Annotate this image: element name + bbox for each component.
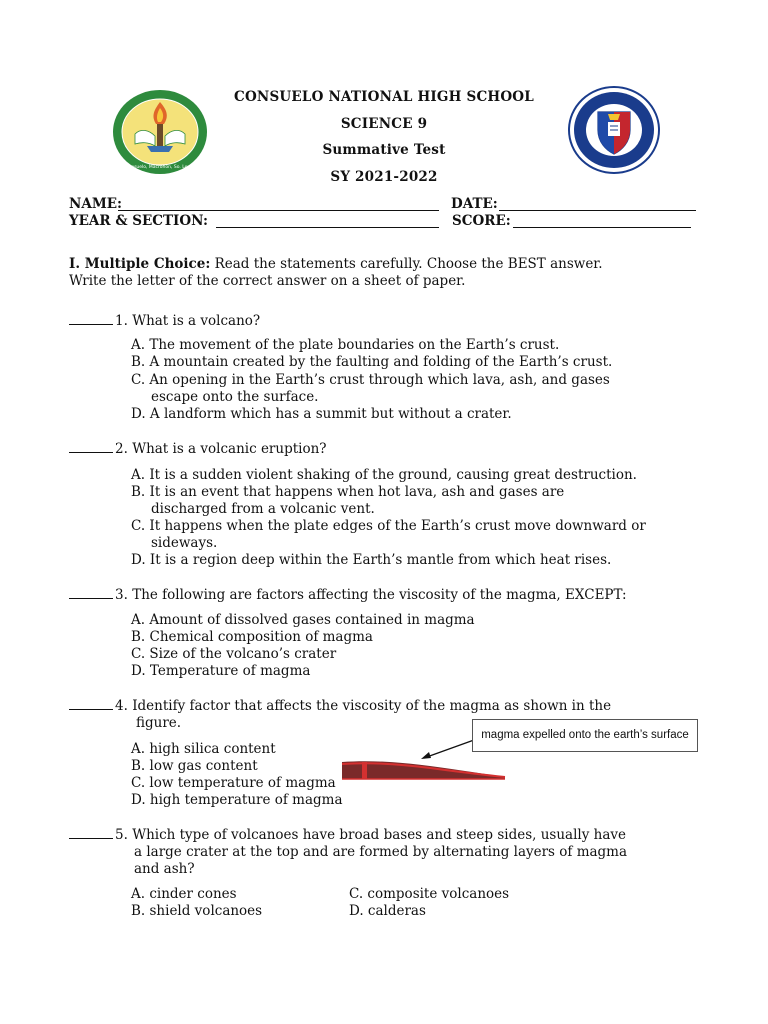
q2-option-c: C. It happens when the plate edges of the Earth’s crust move downward or bbox=[131, 518, 646, 534]
question-5-cont-1: a large crater at the top and are formed by alternating layers of magma bbox=[134, 844, 628, 860]
test-title: Summative Test bbox=[322, 142, 446, 158]
name-label: NAME: bbox=[69, 196, 123, 212]
q3-option-d: D. Temperature of magma bbox=[131, 663, 311, 679]
date-label: DATE: bbox=[451, 196, 498, 212]
q3-option-a: A. Amount of dissolved gases contained in magma bbox=[131, 612, 475, 628]
q5-option-d: D. calderas bbox=[349, 903, 426, 919]
answer-blank-5[interactable] bbox=[69, 838, 113, 839]
answer-blank-1[interactable] bbox=[69, 324, 113, 325]
figure-arrow bbox=[418, 736, 478, 762]
q3-option-c: C. Size of the volcano’s crater bbox=[131, 646, 337, 662]
date-field[interactable] bbox=[499, 210, 696, 211]
instructions-heading: I. Multiple Choice: bbox=[69, 256, 211, 272]
q1-option-c: C. An opening in the Earth’s crust through which lava, ash, and gases bbox=[131, 372, 610, 388]
subject-title: SCIENCE 9 bbox=[340, 116, 428, 132]
q2-option-a: A. It is a sudden violent shaking of the ground, causing great destruction. bbox=[131, 467, 637, 483]
instructions-line-2: Write the letter of the correct answer on a sheet of paper. bbox=[69, 273, 466, 289]
instructions-line-1 bbox=[69, 256, 603, 272]
q4-option-a: A. high silica content bbox=[131, 741, 276, 757]
q2-option-b: B. It is an event that happens when hot lava, ash and gases are bbox=[131, 484, 565, 500]
question-2: 2. What is a volcanic eruption? bbox=[69, 441, 327, 457]
q1-option-d: D. A landform which has a summit but without a crater. bbox=[131, 406, 512, 422]
q4-option-b: B. low gas content bbox=[131, 758, 258, 774]
question-5-cont-2: and ash? bbox=[134, 861, 195, 877]
year-section-field[interactable] bbox=[216, 227, 439, 228]
q3-option-b: B. Chemical composition of magma bbox=[131, 629, 373, 645]
answer-blank-3[interactable] bbox=[69, 598, 113, 599]
q1-option-a: A. The movement of the plate boundaries on the Earth’s crust. bbox=[131, 337, 560, 353]
school-year: SY 2021-2022 bbox=[330, 169, 438, 185]
question-5: 5. Which type of volcanoes have broad bases and steep sides, usually have bbox=[69, 827, 626, 843]
answer-blank-4[interactable] bbox=[69, 709, 113, 710]
question-4-cont: figure. bbox=[136, 715, 182, 731]
q4-option-c: C. low temperature of magma bbox=[131, 775, 336, 791]
instructions-text: Read the statements carefully. Choose the BEST answer. bbox=[210, 256, 603, 272]
q1-option-b: B. A mountain created by the faulting and folding of the Earth’s crust. bbox=[131, 354, 613, 370]
score-field[interactable] bbox=[513, 227, 691, 228]
question-1: 1. What is a volcano? bbox=[69, 313, 260, 329]
question-4: 4. Identify factor that affects the viscosity of the magma as shown in the bbox=[69, 698, 611, 714]
q5-option-a: A. cinder cones bbox=[131, 886, 237, 902]
q2-option-c-cont: sideways. bbox=[151, 535, 218, 551]
name-field[interactable] bbox=[118, 210, 439, 211]
q1-option-c-cont: escape onto the surface. bbox=[151, 389, 319, 405]
q5-option-b: B. shield volcanoes bbox=[131, 903, 263, 919]
svg-text:Consuelo, Macrohon, So. Leyte: Consuelo, Macrohon, So. Leyte bbox=[125, 165, 195, 170]
school-name: CONSUELO NATIONAL HIGH SCHOOL bbox=[234, 89, 534, 105]
q2-option-d: D. It is a region deep within the Earth’s mantle from which heat rises. bbox=[131, 552, 612, 568]
question-3: 3. The following are factors affecting the viscosity of the magma, EXCEPT: bbox=[69, 587, 627, 603]
q2-option-b-cont: discharged from a volcanic vent. bbox=[151, 501, 375, 517]
q5-option-c: C. composite volcanoes bbox=[349, 886, 510, 902]
answer-blank-2[interactable] bbox=[69, 452, 113, 453]
year-section-label: YEAR & SECTION: bbox=[69, 213, 208, 229]
score-label: SCORE: bbox=[452, 213, 511, 229]
figure-callout: magma expelled onto the earth’s surface bbox=[472, 719, 698, 752]
q4-option-d: D. high temperature of magma bbox=[131, 792, 343, 808]
